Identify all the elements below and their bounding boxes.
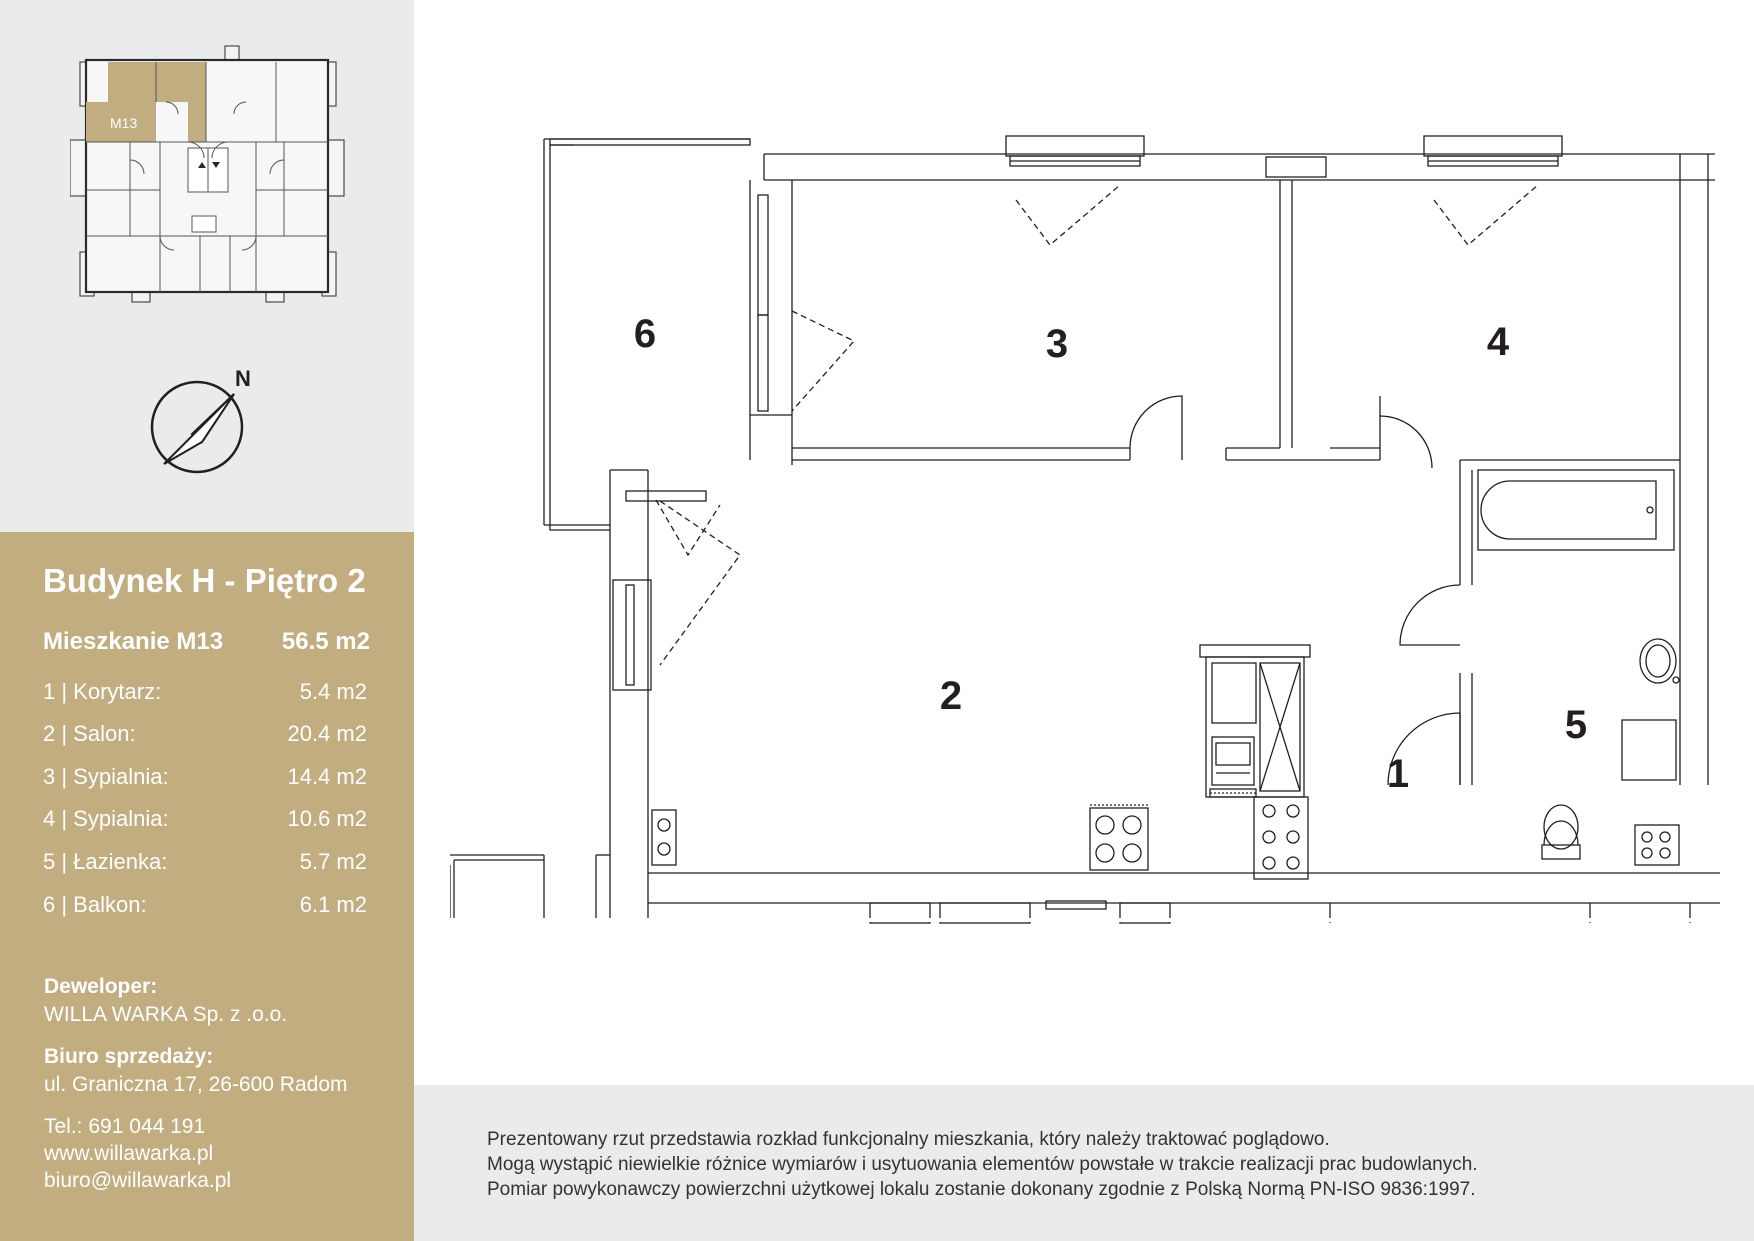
page-title: Budynek H - Piętro 2 xyxy=(43,562,366,599)
email-link[interactable]: biuro@willawarka.pl xyxy=(44,1169,232,1192)
room-label: 5 | Łazienka: xyxy=(43,849,168,874)
room-row-korytarz xyxy=(43,679,367,709)
floor-plan xyxy=(450,125,1720,925)
room-row-lazienka xyxy=(43,849,367,879)
room-label: 3 | Sypialnia: xyxy=(43,764,169,789)
building-keyplan xyxy=(70,40,346,315)
room-number-4: 4 xyxy=(1486,320,1510,364)
room-area: 6.1 m2 xyxy=(299,892,367,917)
room-row-salon xyxy=(43,721,367,751)
disclaimer-line: Mogą wystąpić niewielkie różnice wymiarów i usytuowania elementów powstałe w trakcie realizacji prac budowlanych. xyxy=(487,1154,1478,1175)
keyplan-panel xyxy=(0,0,414,532)
room-area: 20.4 m2 xyxy=(287,721,367,746)
developer-heading: Deweloper: xyxy=(44,975,158,998)
room-number-5: 5 xyxy=(1564,703,1588,747)
room-area: 5.7 m2 xyxy=(299,849,367,874)
keyplan-label: M13 xyxy=(110,115,138,131)
developer-name: WILLA WARKA Sp. z .o.o. xyxy=(44,1003,288,1026)
room-row-sypialnia-4 xyxy=(43,806,367,836)
apartment-name: Mieszkanie M13 xyxy=(43,628,224,655)
room-number-3: 3 xyxy=(1045,322,1069,366)
room-number-2: 2 xyxy=(939,674,963,718)
room-area: 14.4 m2 xyxy=(287,764,367,789)
phone-number[interactable]: Tel.: 691 044 191 xyxy=(44,1115,206,1138)
disclaimer-line: Pomiar powykonawczy powierzchni użytkowej lokalu zostanie dokonany zgodnie z Polską Normą PN-ISO 9836:1997. xyxy=(487,1179,1476,1200)
room-label: 1 | Korytarz: xyxy=(43,679,162,704)
room-area: 5.4 m2 xyxy=(299,679,367,704)
sales-office-address: ul. Graniczna 17, 26-600 Radom xyxy=(44,1073,348,1096)
compass-north-label: N xyxy=(235,366,251,391)
disclaimer-panel xyxy=(414,1085,1754,1241)
disclaimer-line: Prezentowany rzut przedstawia rozkład funkcjonalny mieszkania, który należy traktować poglądowo. xyxy=(487,1129,1330,1150)
room-row-sypialnia-3 xyxy=(43,764,367,794)
room-label: 4 | Sypialnia: xyxy=(43,806,169,831)
sales-office-heading: Biuro sprzedaży: xyxy=(44,1045,214,1068)
room-area: 10.6 m2 xyxy=(287,806,367,831)
room-label: 2 | Salon: xyxy=(43,721,136,746)
room-label: 6 | Balkon: xyxy=(43,892,147,917)
compass-icon xyxy=(150,360,270,480)
website-link[interactable]: www.willawarka.pl xyxy=(44,1142,214,1165)
room-row-balkon xyxy=(43,892,367,922)
room-number-6: 6 xyxy=(633,312,657,356)
room-number-1: 1 xyxy=(1386,752,1410,796)
apartment-area: 56.5 m2 xyxy=(281,628,370,655)
apartment-info-panel xyxy=(0,532,414,1241)
